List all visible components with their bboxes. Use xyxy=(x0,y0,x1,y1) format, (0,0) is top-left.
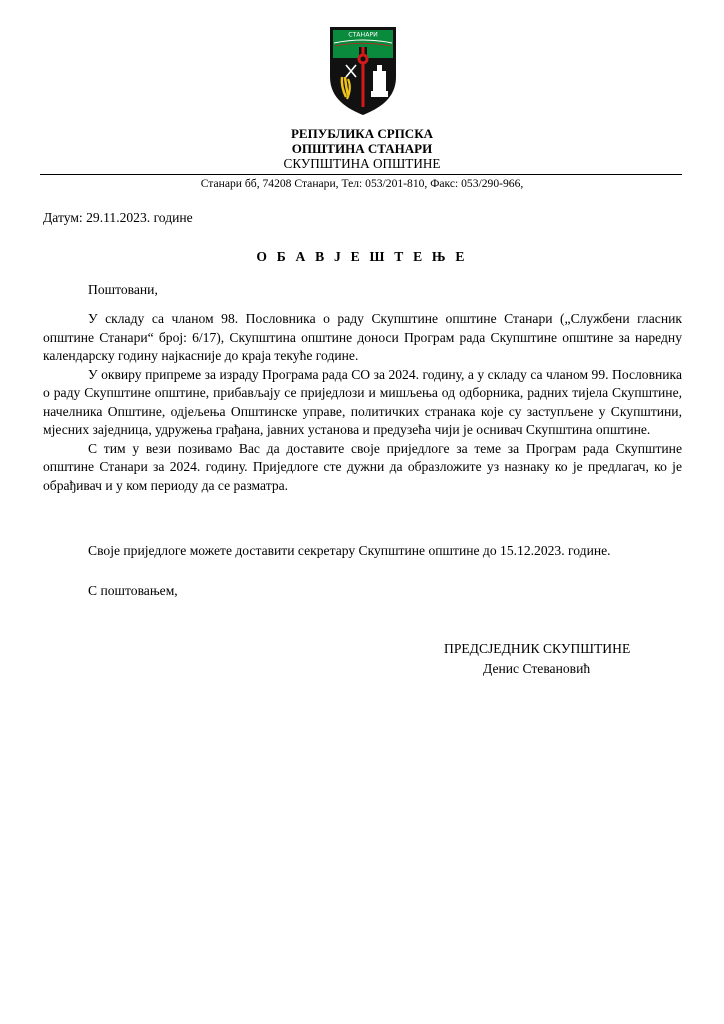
coat-of-arms-icon xyxy=(328,25,398,117)
document-date: Датум: 29.11.2023. године xyxy=(43,210,193,225)
greeting: Поштовани, xyxy=(88,282,158,297)
submission-deadline: Своје приједлоге можете доставити секретару Скупштине општине до 15.12.2023. године. xyxy=(88,543,611,558)
crest-text: СТАНАРИ xyxy=(348,31,378,39)
paragraph: У оквиру припреме за израду Програма рада СО за 2024. годину, а у складу са чланом 99. Пословника о раду Скупштине општине, прибављају се приједлози и мишљења од одборника, радних тијела Скупштине, начелника Општине, одјељења Општинске управе, политичких странака које су заступљене у Скупштини, мјесних заједница, удружења грађана, јавних установа и предузећа чији је оснивач Скупштина општине. xyxy=(43,366,682,437)
contact-address: Станари бб, 74208 Станари, Тел: 053/201-810, Факс: 053/290-966, xyxy=(200,177,524,190)
republic-name: РЕПУБЛИКА СРПСКА xyxy=(290,126,434,141)
letterhead xyxy=(40,127,684,171)
municipality-name: ОПШТИНА СТАНАРИ xyxy=(291,140,433,156)
header-divider xyxy=(40,174,682,175)
paragraph: У складу са чланом 98. Пословника о раду Скупштине општине Станари („Службени гласник општине Станари“ број: 6/17), Скупштина општине доноси Програм рада Скупштине општине за наредну календарску годину најкасније до краја текуће године. xyxy=(43,311,682,363)
document-body xyxy=(43,310,682,495)
document-title: О Б А В Ј Е Ш Т Е Њ Е xyxy=(256,249,468,264)
assembly-name: СКУПШТИНА ОПШТИНЕ xyxy=(283,156,441,171)
signature-name: Денис Стевановић xyxy=(483,661,591,676)
signature-title: ПРЕДСЈЕДНИК СКУПШТИНЕ xyxy=(444,641,631,656)
paragraph: С тим у вези позивамо Вас да доставите своје приједлоге за теме за Програм рада Скупштине општине Станари за 2024. годину. Приједлоге сте дужни да образложите уз назнаку ко је предлагач, ко је обрађивач и у ком периоду да се разматра. xyxy=(43,440,682,493)
closing-salutation: С поштовањем, xyxy=(88,583,178,598)
